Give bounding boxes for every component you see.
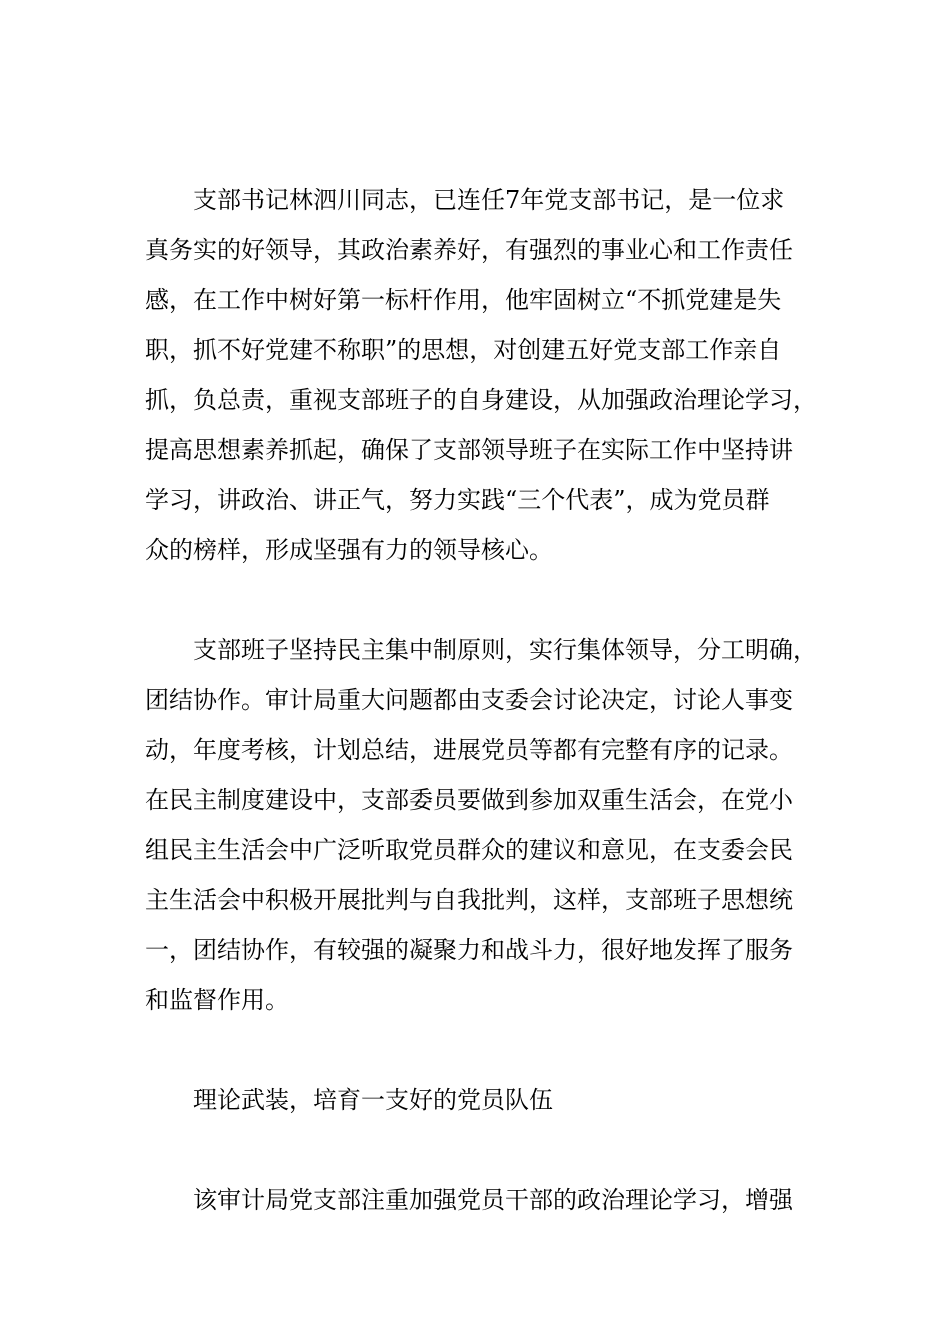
document-body <box>145 175 817 1225</box>
text-line: 真务实的好领导，其政治素养好，有强烈的事业心和工作责任 <box>145 236 793 264</box>
text-line: 和监督作用。 <box>145 986 289 1014</box>
text-line: 众的榜样，形成坚强有力的领导核心。 <box>145 536 553 564</box>
text-line: 支部书记林泗川同志，已连任7年党支部书记，是一位求 <box>193 186 785 214</box>
paragraph-spacer <box>145 1025 810 1075</box>
heading-text: 理论武装，培育一支好的党员队伍 <box>193 1086 553 1114</box>
text-line: 感，在工作中树好第一标杆作用，他牢固树立“不抓党建是失 <box>145 286 782 314</box>
text-line: 学习，讲政治、讲正气，努力实践“三个代表”，成为党员群 <box>145 486 770 514</box>
paragraph-1 <box>145 175 817 575</box>
text-line: 该审计局党支部注重加强党员干部的政治理论学习，增强 <box>193 1186 793 1214</box>
text-line: 组民主生活会中广泛听取党员群众的建议和意见，在支委会民 <box>145 836 793 864</box>
paragraph-2 <box>145 625 817 1025</box>
text-line: 主生活会中积极开展批判与自我批判，这样，支部班子思想统 <box>145 886 793 914</box>
text-line: 团结协作。审计局重大问题都由支委会讨论决定，讨论人事变 <box>145 686 793 714</box>
text-line: 在民主制度建设中，支部委员要做到参加双重生活会，在党小 <box>145 786 793 814</box>
paragraph-spacer <box>145 575 810 625</box>
paragraph-spacer <box>145 1125 810 1175</box>
text-line: 支部班子坚持民主集中制原则，实行集体领导，分工明确， <box>193 636 817 664</box>
text-line: 提高思想素养抓起，确保了支部领导班子在实际工作中坚持讲 <box>145 436 793 464</box>
section-heading <box>145 1075 810 1125</box>
text-line: 一，团结协作，有较强的凝聚力和战斗力，很好地发挥了服务 <box>145 936 793 964</box>
paragraph-3 <box>145 1175 810 1225</box>
text-line: 职，抓不好党建不称职”的思想，对创建五好党支部工作亲自 <box>145 336 782 364</box>
text-line: 动，年度考核，计划总结，进展党员等都有完整有序的记录。 <box>145 736 793 764</box>
text-line: 抓，负总责，重视支部班子的自身建设，从加强政治理论学习， <box>145 386 817 414</box>
